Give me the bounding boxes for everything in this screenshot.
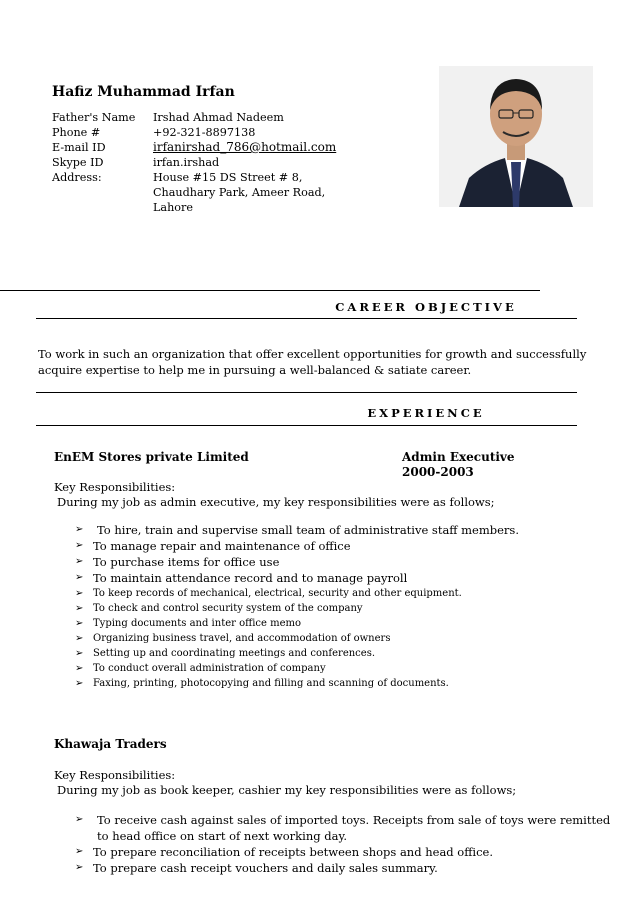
info-row	[52, 110, 353, 125]
list-item	[75, 538, 615, 554]
info-value: +92-321-8897138	[153, 126, 256, 139]
arrowhead-bullet-icon: ➢	[75, 663, 84, 674]
info-label: Address:	[52, 171, 102, 184]
profile-photo	[439, 66, 593, 207]
list-item	[75, 631, 615, 646]
experience-divider	[36, 425, 577, 426]
list-item-text: To check and control security system of the company	[93, 603, 363, 614]
job2-intro: During my job as book keeper, cashier my key responsibilities were as follows;	[57, 783, 517, 797]
arrowhead-bullet-icon: ➢	[75, 524, 84, 535]
info-row	[52, 170, 353, 215]
list-item-text: Typing documents and inter office memo	[93, 618, 302, 629]
info-value: Irshad Ahmad Nadeem	[153, 111, 284, 124]
arrowhead-bullet-icon: ➢	[75, 603, 84, 614]
candidate-name: Hafiz Muhammad Irfan	[52, 84, 235, 100]
list-item-text: To conduct overall administration of company	[93, 663, 326, 674]
job1-kr-label: Key Responsibilities:	[54, 480, 176, 494]
info-label: Father's Name	[52, 111, 136, 124]
info-row	[52, 125, 353, 140]
info-value: irfan.irshad	[153, 156, 220, 169]
job2-responsibilities	[75, 812, 623, 876]
arrowhead-bullet-icon: ➢	[75, 540, 84, 551]
arrowhead-bullet-icon: ➢	[75, 618, 84, 629]
info-value: House #15 DS Street # 8, Chaudhary Park, Ameer Road, Lahore	[153, 171, 326, 214]
job2-company: Khawaja Traders	[54, 737, 167, 751]
list-item-text: To prepare cash receipt vouchers and daily sales summary.	[93, 861, 438, 875]
job1-intro: During my job as admin executive, my key responsibilities were as follows;	[57, 495, 495, 509]
list-item	[75, 586, 615, 601]
list-item-text: To keep records of mechanical, electrical, security and other equipment.	[93, 588, 462, 599]
job1-years: 2000-2003	[402, 465, 474, 479]
info-label: E-mail ID	[52, 141, 106, 154]
list-item-text: Setting up and coordinating meetings and conferences.	[93, 648, 376, 659]
email-link[interactable]: irfanirshad_786@hotmail.com	[153, 140, 337, 154]
info-label: Skype ID	[52, 156, 104, 169]
list-item	[75, 844, 623, 860]
list-item	[75, 676, 615, 691]
list-item	[75, 522, 615, 538]
list-item-text: Faxing, printing, photocopying and filling and scanning of documents.	[93, 678, 449, 689]
job1-position: Admin Executive	[402, 450, 515, 464]
job1-responsibilities	[75, 522, 615, 691]
list-item	[75, 570, 615, 586]
list-item	[75, 601, 615, 616]
info-row	[52, 140, 353, 155]
arrowhead-bullet-icon: ➢	[75, 678, 84, 689]
list-item	[75, 616, 615, 631]
arrowhead-bullet-icon: ➢	[75, 862, 84, 873]
list-item	[75, 812, 623, 844]
career-divider-top	[36, 318, 577, 319]
info-row	[52, 155, 353, 170]
list-item-text: To receive cash against sales of imported toys. Receipts from sale of toys were remitted to head office on start of next working day.	[97, 813, 611, 843]
arrowhead-bullet-icon: ➢	[75, 846, 84, 857]
list-item-text: To prepare reconciliation of receipts between shops and head office.	[93, 845, 493, 859]
personal-info	[52, 110, 353, 215]
job1-company: EnEM Stores private Limited	[54, 450, 249, 464]
list-item-text: To maintain attendance record and to manage payroll	[93, 571, 408, 585]
header-divider	[0, 290, 540, 291]
job2-kr-label: Key Responsibilities:	[54, 768, 176, 782]
list-item	[75, 646, 615, 661]
experience-heading: EXPERIENCE	[367, 406, 485, 420]
list-item	[75, 860, 623, 876]
arrowhead-bullet-icon: ➢	[75, 648, 84, 659]
career-divider-bottom	[36, 392, 577, 393]
career-objective-heading: CAREER OBJECTIVE	[335, 300, 517, 314]
info-label: Phone #	[52, 126, 101, 139]
list-item-text: To purchase items for office use	[93, 555, 280, 569]
list-item	[75, 661, 615, 676]
list-item-text: To manage repair and maintenance of office	[93, 539, 351, 553]
arrowhead-bullet-icon: ➢	[75, 633, 84, 644]
list-item	[75, 554, 615, 570]
list-item-text: To hire, train and supervise small team of administrative staff members.	[97, 523, 519, 537]
arrowhead-bullet-icon: ➢	[75, 588, 84, 599]
arrowhead-bullet-icon: ➢	[75, 556, 84, 567]
arrowhead-bullet-icon: ➢	[75, 572, 84, 583]
list-item-text: Organizing business travel, and accommodation of owners	[93, 633, 391, 644]
arrowhead-bullet-icon: ➢	[75, 814, 84, 825]
career-objective-text: To work in such an organization that offer excellent opportunities for growth and successfully acquire expertise to help me in pursuing a well-balanced & satiate career.	[38, 347, 587, 377]
